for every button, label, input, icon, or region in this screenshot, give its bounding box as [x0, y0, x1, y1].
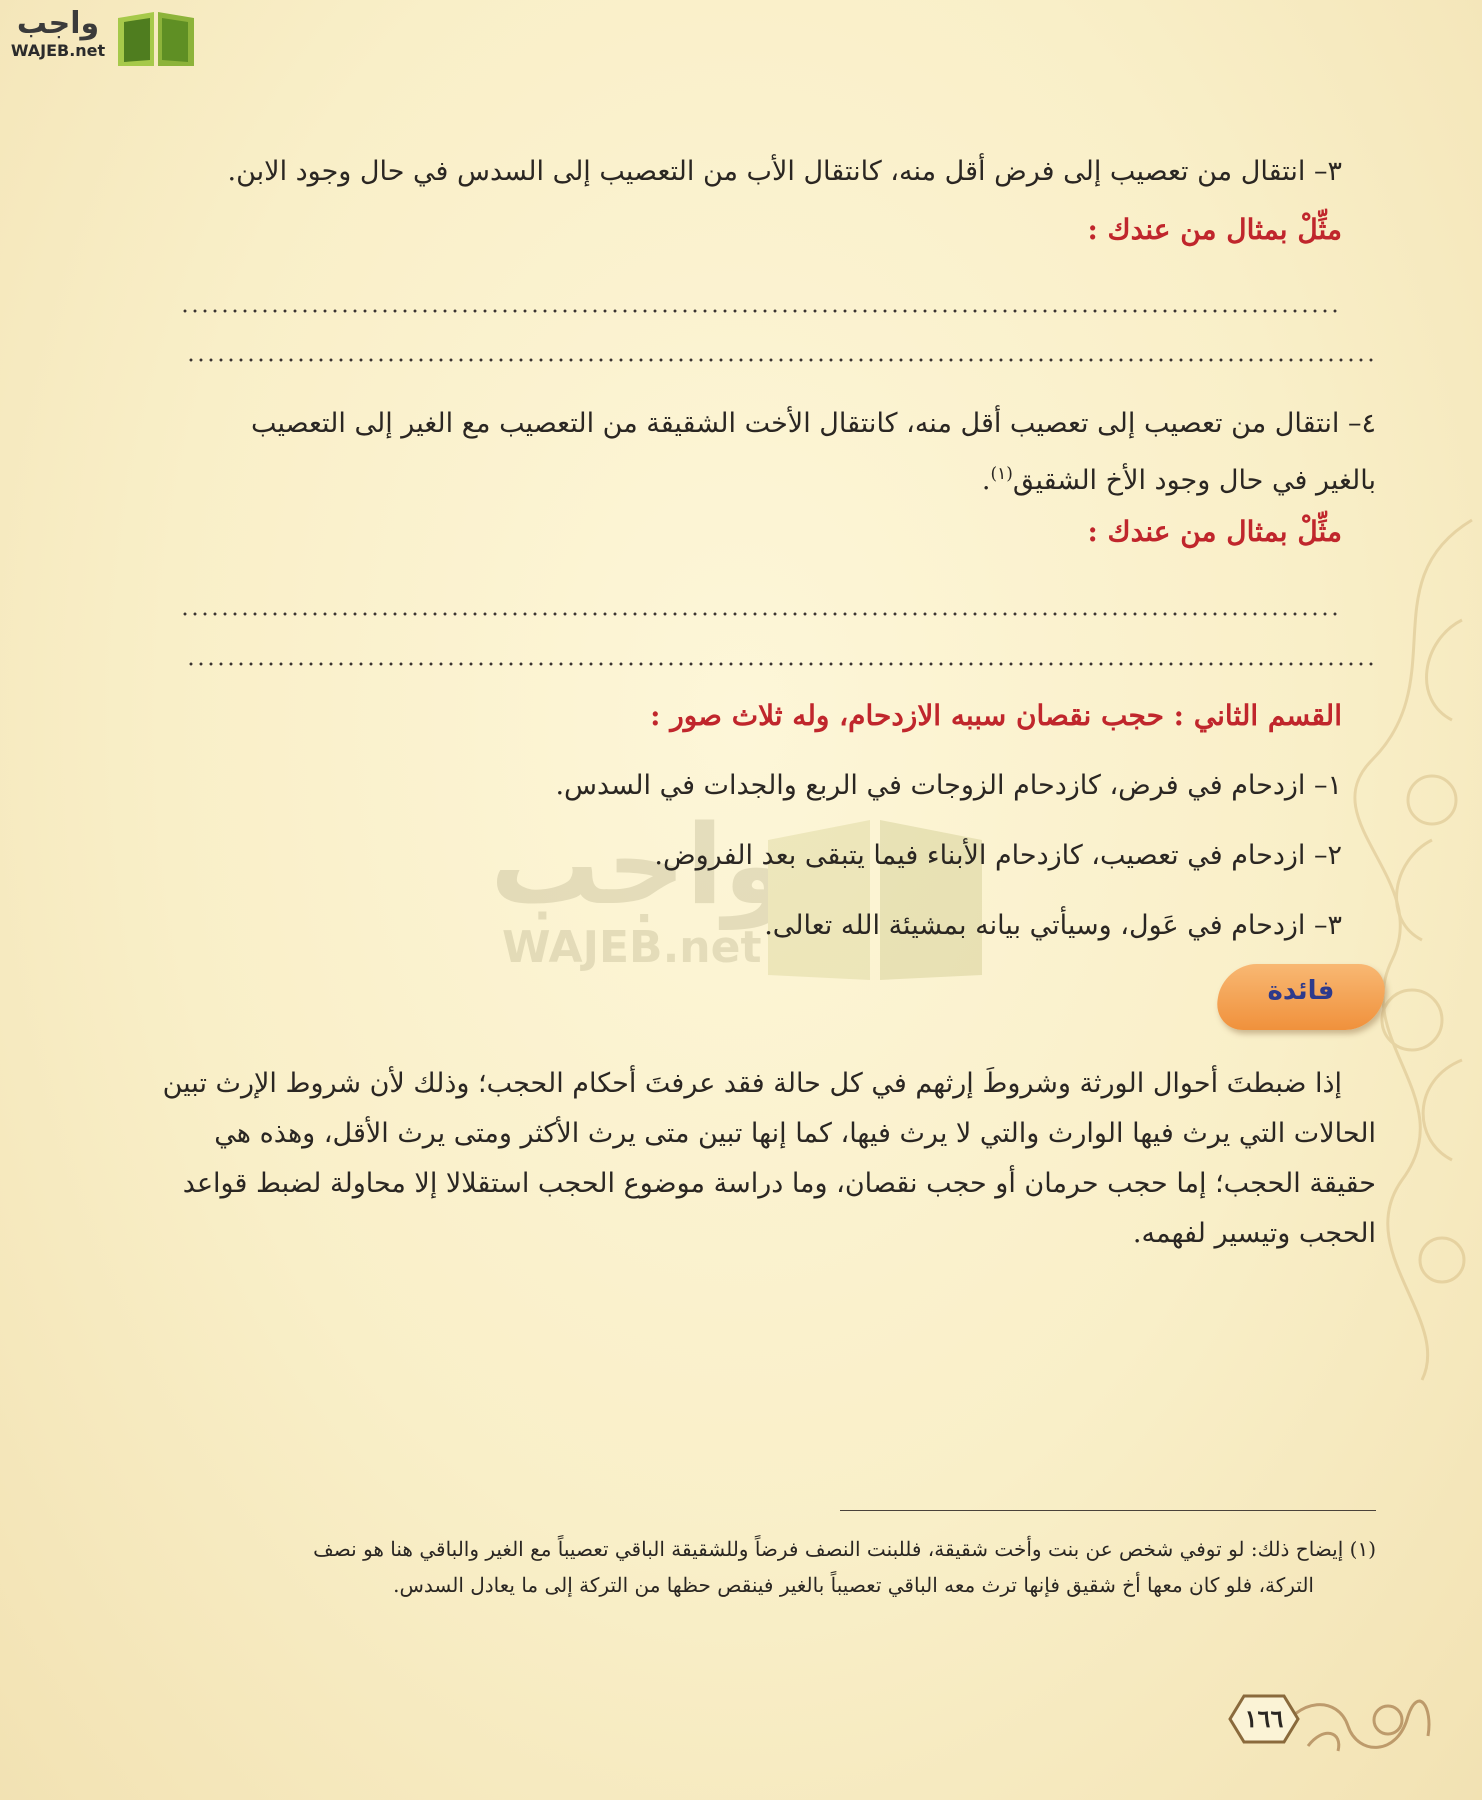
page-number: ١٦٦	[1244, 1704, 1284, 1733]
logo-arabic: واجب	[16, 6, 100, 41]
item-3: ٣– انتقال من تعصيب إلى فرض أقل منه، كانتقال الأب من التعصيب إلى السدس في حال وجود الابن.	[227, 156, 1342, 187]
watermark-arabic: واجب	[490, 801, 792, 929]
benefit-line-4: الحجب وتيسير لفهمه.	[1132, 1218, 1376, 1249]
benefit-line-1: إذا ضبطتَ أحوال الورثة وشروطَ إرثهم في كل حالة فقد عرفتَ أحكام الحجب؛ وذلك لأن شروط الإرث تبين	[162, 1068, 1342, 1099]
answer-line-3[interactable]	[180, 612, 1340, 616]
book-icon	[114, 8, 198, 70]
floral-ornament-icon	[1312, 500, 1482, 1400]
benefit-line-2: الحالات التي يرث فيها الوارث والتي لا يرث فيها، كما إنها تبين متى يرث الأكثر ومتى يرث الأقل، وهذه هي	[214, 1118, 1376, 1149]
footnote-line-2: التركة، فلو كان معها أخ شقيق فإنها ترث معه الباقي تعصيباً بالغير فينقص حظها من التركة إلى ما يعادل السدس.	[393, 1573, 1314, 1597]
item-4-text: بالغير في حال وجود الأخ الشقيق	[1012, 465, 1376, 496]
benefit-line-3: حقيقة الحجب؛ إما حجب حرمان أو حجب نقصان، وما دراسة موضوع الحجب استقلالا إلا محاولة لضبط قواعد	[182, 1168, 1376, 1199]
page-number-badge	[1216, 1692, 1312, 1746]
benefit-label: فائدة	[1267, 976, 1335, 1006]
crowding-item-2: ٢– ازدحام في تعصيب، كازدحام الأبناء فيما يتبقى بعد الفروض.	[654, 840, 1342, 871]
wajeb-logo[interactable]	[10, 6, 190, 70]
answer-line-2[interactable]	[186, 358, 1376, 362]
logo-text	[10, 6, 106, 60]
section-2-heading: القسم الثاني : حجب نقصان سببه الازدحام، وله ثلاث صور :	[650, 699, 1342, 732]
item-4-end: .	[981, 465, 991, 496]
logo-english: WAJEB.net	[10, 41, 106, 60]
item-4-line-1: ٤– انتقال من تعصيب إلى تعصيب أقل منه، كانتقال الأخت الشقيقة من التعصيب مع الغير إلى التعصيب	[250, 408, 1376, 439]
answer-line-4[interactable]	[186, 662, 1376, 666]
answer-line-1[interactable]	[180, 309, 1340, 313]
crowding-item-3: ٣– ازدحام في عَول، وسيأتي بيانه بمشيئة الله تعالى.	[764, 910, 1342, 941]
footnote-ref[interactable]: (١)	[990, 464, 1013, 484]
footnote-divider	[840, 1510, 1376, 1511]
crowding-item-1: ١– ازدحام في فرض، كازدحام الزوجات في الربع والجدات في السدس.	[555, 770, 1342, 801]
footnote-line-1: (١) إيضاح ذلك: لو توفي شخص عن بنت وأخت شقيقة، فللبنت النصف فرضاً وللشقيقة الباقي تعصيباً مع الغير والباقي هنا هو نصف	[313, 1537, 1376, 1561]
watermark-english: WAJEB.net	[502, 922, 762, 973]
item-4-line-2	[156, 452, 1376, 503]
example-prompt-2: مثِّلْ بمثال من عندك :	[1087, 515, 1342, 548]
example-prompt-1: مثِّلْ بمثال من عندك :	[1087, 213, 1342, 246]
benefit-badge	[1218, 964, 1384, 1030]
